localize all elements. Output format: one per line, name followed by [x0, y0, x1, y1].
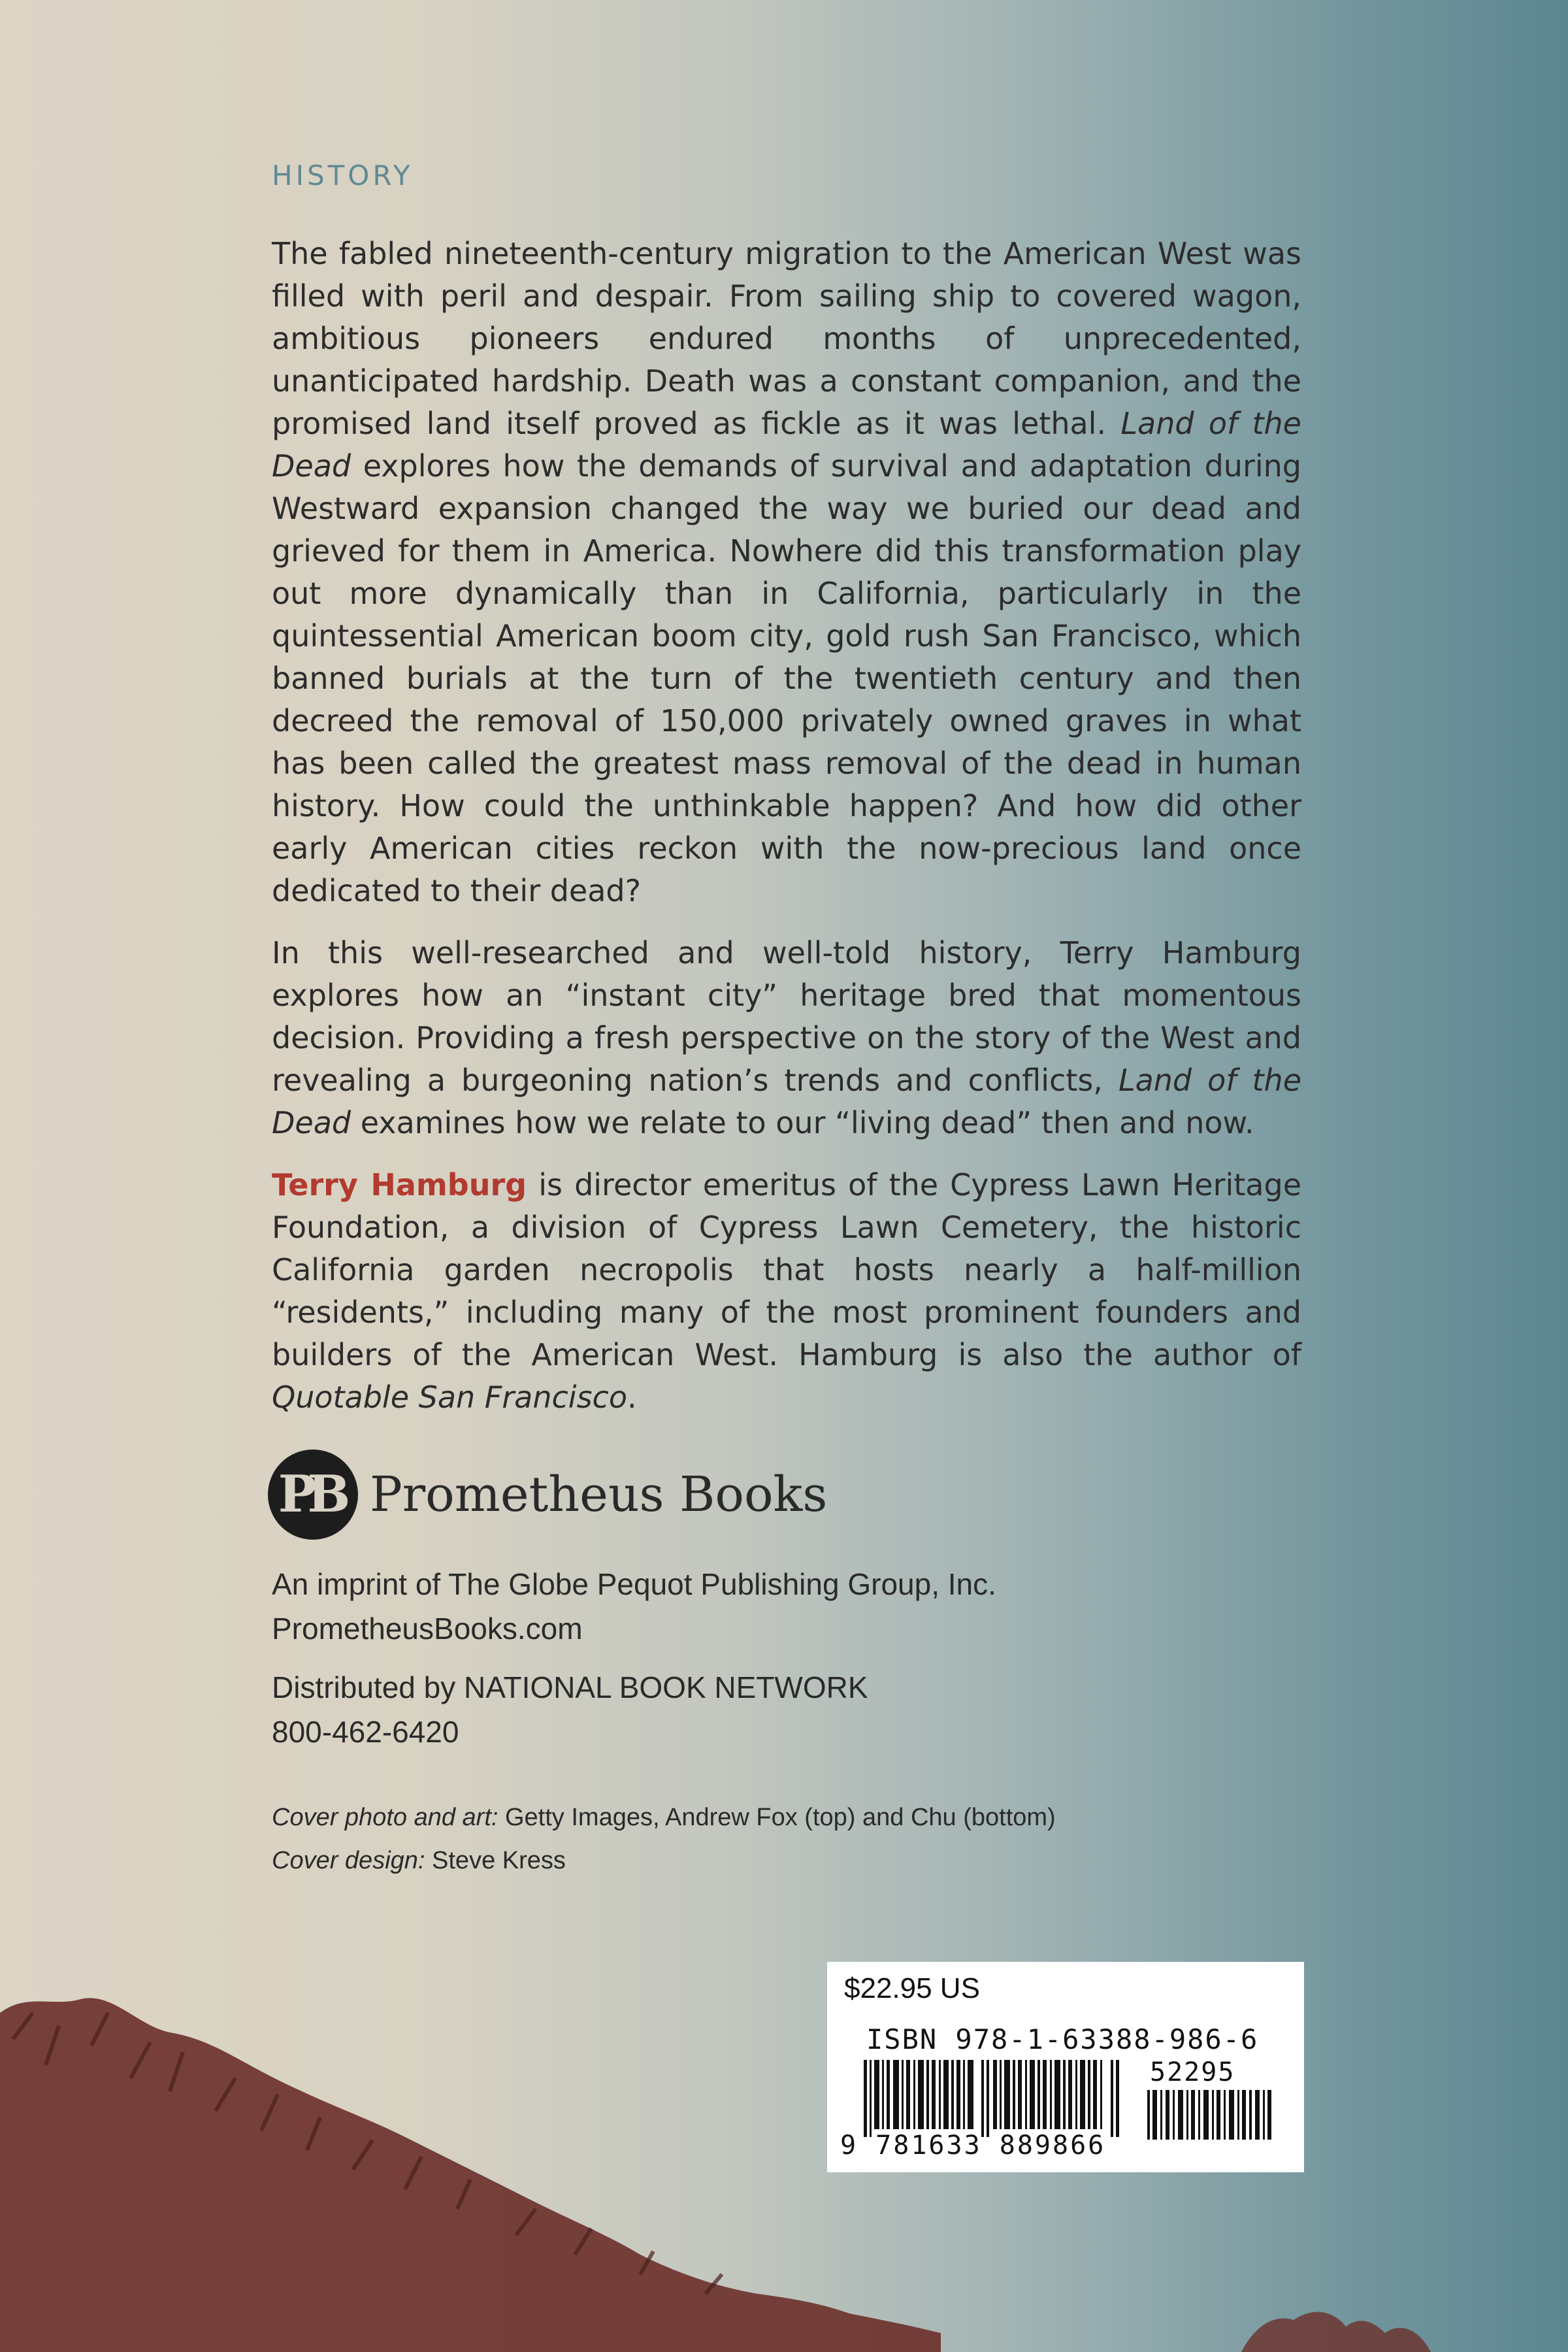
- addon-number: 52295: [1150, 2057, 1235, 2087]
- description-paragraph-2: [272, 932, 1301, 1144]
- imprint-line: An imprint of The Globe Pequot Publishing Group, Inc.: [272, 1567, 996, 1601]
- publisher-website: PrometheusBooks.com: [272, 1612, 583, 1646]
- photo-credit-label: Cover photo and art:: [272, 1804, 498, 1831]
- p2-part-2: examines how we relate to our “living dead” then and now.: [351, 1105, 1254, 1140]
- pb-logo-letters: PB: [278, 1465, 342, 1524]
- p1-book-title: Land of the Dead: [272, 406, 1301, 484]
- ean-number: 9 781633 889866: [840, 2130, 1106, 2161]
- distributor-info: [272, 1665, 868, 1754]
- p1-part-1: The fabled nineteenth-century migration to the American West was filled with peril and despair. From sailing ship to covered wagon, ambitious pioneers endured months of unprecedented, unanticipated hardship. Death was a constant companion, and the promised land itself proved as fickle as it was lethal.: [272, 236, 1301, 441]
- barcode-label: [827, 1962, 1304, 2172]
- author-other-book: Quotable San Francisco: [272, 1380, 627, 1415]
- shrub-right: [1241, 2312, 1431, 2352]
- category-label: HISTORY: [272, 159, 414, 191]
- cover-credits: [272, 1796, 1056, 1882]
- design-credit-value: Steve Kress: [425, 1847, 566, 1874]
- photo-credit: [272, 1796, 1056, 1839]
- author-bio: [272, 1164, 1301, 1419]
- barcode-bars-icon: [864, 2060, 1125, 2137]
- p2-part-1: In this well-researched and well-told history, Terry Hamburg explores how an “instant city” heritage bred that momentous decision. Providing a fresh perspective on the story of the West and revealing a burgeoning nation’s trends and conflicts,: [272, 935, 1301, 1098]
- p1-part-2: explores how the demands of survival and adaptation during Westward expansion changed the way we buried our dead and grieved for them in America. Nowhere did this transformation play out more dynamically than in California, particularly in the quintessential American boom city, gold rush San Francisco, which banned burials at the turn of the twentieth century and then decreed the removal of 150,000 privately owned graves in what has been called the greatest mass removal of the dead in human history. How could the unthinkable happen? And how did other early American cities reckon with the now-precious land once dedicated to their dead?: [272, 448, 1301, 908]
- publisher-logo-lockup: [268, 1449, 827, 1540]
- photo-credit-value: Getty Images, Andrew Fox (top) and Chu (bottom): [498, 1804, 1056, 1831]
- landscape-illustration: [0, 1987, 1568, 2352]
- hill-shape: [0, 1998, 941, 2352]
- publisher-info: [272, 1562, 996, 1651]
- distributor-phone: 800-462-6420: [272, 1715, 459, 1749]
- description: [272, 233, 1301, 1438]
- design-credit: [272, 1839, 1056, 1882]
- design-credit-label: Cover design:: [272, 1847, 425, 1874]
- p2-book-title: Land of the Dead: [272, 1063, 1301, 1140]
- addon-bars-icon: [1147, 2090, 1278, 2140]
- publisher-name: Prometheus Books: [370, 1466, 828, 1523]
- price: $22.95 US: [844, 1972, 980, 2004]
- author-bio-text: is director emeritus of the Cypress Lawn Heritage Foundation, a division of Cypress Lawn Cemetery, the historic California garden necropolis that hosts nearly a half-million “residents,” including many of the most prominent founders and builders of the American West. Hamburg is also the author of: [272, 1167, 1301, 1372]
- pb-logo-icon: [268, 1449, 358, 1540]
- description-paragraph-1: [272, 233, 1301, 912]
- author-name: Terry Hamburg: [272, 1167, 527, 1202]
- author-bio-end: .: [627, 1380, 637, 1415]
- isbn: ISBN 978-1-63388-986-6: [866, 2023, 1259, 2055]
- distributor-line: Distributed by NATIONAL BOOK NETWORK: [272, 1670, 868, 1704]
